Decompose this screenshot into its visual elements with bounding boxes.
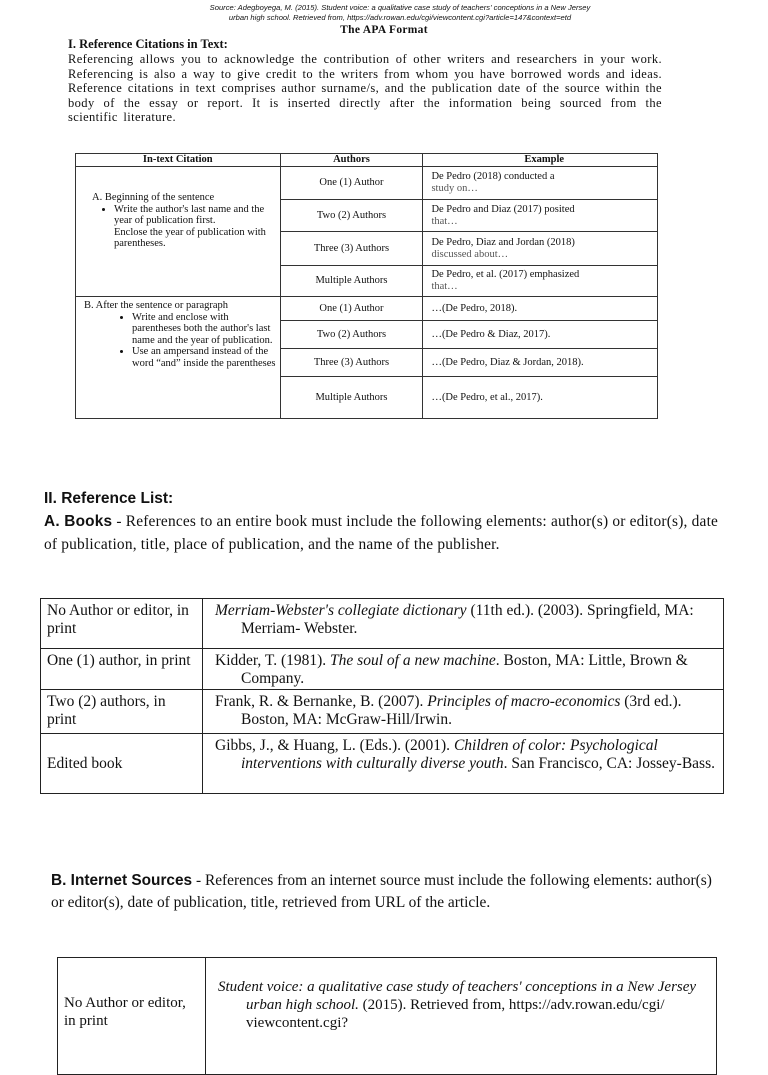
reference-authors: Gibbs, J., & Huang, L. (Eds.). (2001). bbox=[215, 737, 454, 754]
row-label: No Author or editor, in print bbox=[58, 958, 206, 1075]
reference-cell bbox=[203, 599, 724, 649]
group-b-bullet2: • Use an ampersand instead of the word “and” inside the parentheses bbox=[132, 346, 276, 369]
row-label: No Author or editor, in print bbox=[41, 599, 203, 649]
authors-cell: One (1) Author bbox=[280, 167, 423, 200]
reference-title: Student voice: a qualitative case study of teachers' conceptions in a New Jersey urban high school. bbox=[218, 979, 697, 1013]
authors-cell: One (1) Author bbox=[280, 297, 423, 321]
reference-title: The soul of a new machine bbox=[330, 652, 496, 669]
reference-cell bbox=[203, 734, 724, 794]
example-text: De Pedro (2018) conducted a bbox=[431, 171, 555, 183]
authors-cell: Two (2) Authors bbox=[280, 200, 423, 232]
books-paragraph bbox=[44, 511, 724, 556]
reference-cell bbox=[203, 690, 724, 734]
example-cell: …(De Pedro, et al., 2017). bbox=[423, 377, 658, 419]
authors-cell: Three (3) Authors bbox=[280, 232, 423, 266]
reference-details: (3rd ed.). Boston, MA: McGraw-Hill/Irwin. bbox=[241, 693, 682, 728]
group-a-bullet1-cont: Enclose the year of publication with parentheses. bbox=[114, 226, 266, 250]
example-text: De Pedro, et al. (2017) emphasized bbox=[431, 269, 580, 281]
table-row bbox=[76, 297, 658, 321]
example-text: De Pedro, Diaz and Jordan (2018) bbox=[431, 236, 575, 248]
reference-cell bbox=[206, 958, 717, 1075]
reference-title: Principles of macro-economics bbox=[427, 693, 621, 710]
group-b-cell bbox=[76, 297, 281, 419]
authors-cell: Multiple Authors bbox=[280, 377, 423, 419]
example-cell: …(De Pedro & Diaz, 2017). bbox=[423, 321, 658, 349]
example-cell: …(De Pedro, 2018). bbox=[423, 297, 658, 321]
reference-details: . San Francisco, CA: Jossey-Bass. bbox=[503, 754, 715, 772]
section2-heading: II. Reference List: bbox=[44, 490, 174, 507]
citation-table-header bbox=[76, 154, 658, 167]
source-note-line1: Source: Adegboyega, M. (2015). Student voice: a qualitative case study of teachers' conceptions in a New Jersey bbox=[209, 3, 591, 12]
internet-text: - References from an internet source must include the following elements: author(s) or editor(s), date of publication, title, retrieved from URL of the article. bbox=[51, 872, 712, 911]
example-text-cont: that… bbox=[431, 215, 458, 227]
table-row bbox=[41, 734, 724, 794]
citation-table bbox=[75, 153, 658, 419]
reference-details: (11th ed.). (2003). Springfield, MA: Merriam- Webster. bbox=[241, 602, 694, 637]
table-row bbox=[41, 599, 724, 649]
authors-cell: Three (3) Authors bbox=[280, 349, 423, 377]
source-note-line2: urban high school. Retrieved from, https://adv.rowan.edu/cgi/viewcontent.cgi?article=147&context=etd bbox=[228, 13, 572, 22]
internet-table bbox=[57, 957, 717, 1075]
books-label: A. Books bbox=[44, 513, 113, 530]
reference-authors: Frank, R. & Bernanke, B. (2007). bbox=[215, 693, 428, 710]
header-in-text-citation: In-text Citation bbox=[76, 154, 281, 167]
table-row bbox=[41, 649, 724, 690]
group-b-bullet1: • Write and enclose with parentheses both the author's last name and the year of publication. bbox=[132, 312, 276, 347]
header-authors: Authors bbox=[280, 154, 423, 167]
group-b-title: B. After the sentence or paragraph bbox=[84, 300, 229, 311]
example-cell bbox=[423, 232, 658, 266]
group-b-bullets bbox=[80, 312, 276, 370]
example-text: De Pedro and Diaz (2017) posited bbox=[431, 203, 575, 215]
reference-details: . Boston, MA: Little, Brown & Company. bbox=[241, 652, 688, 687]
example-cell bbox=[423, 167, 658, 200]
example-cell bbox=[423, 266, 658, 297]
table-row bbox=[41, 690, 724, 734]
example-cell: …(De Pedro, Diaz & Jordan, 2018). bbox=[423, 349, 658, 377]
group-a-title: A. Beginning of the sentence bbox=[92, 192, 215, 203]
section1-heading: I. Reference Citations in Text: bbox=[68, 37, 228, 51]
reference-cell bbox=[203, 649, 724, 690]
example-cell bbox=[423, 200, 658, 232]
example-text-cont: discussed about… bbox=[431, 248, 509, 260]
group-a-bullets bbox=[80, 204, 276, 250]
section1-paragraph: Referencing allows you to acknowledge the contribution of other writers and researchers in your work. Referencing is also a way to give credit to the writers from whom you have borrowed words and ideas. Reference citations in text comprises author surname/s, and the publication date of the source within the body of the essay or report. It is inserted directly after the information being sourced from the scientific literature. bbox=[68, 52, 662, 125]
reference-authors: Kidder, T. (1981). bbox=[215, 652, 331, 669]
books-text: - References to an entire book must include the following elements: author(s) or editor(s), date of publication, title, place of publication, and the name of the publisher. bbox=[44, 513, 719, 553]
group-a-cell bbox=[76, 167, 281, 297]
header-example: Example bbox=[423, 154, 658, 167]
reference-title: Merriam-Webster's collegiate dictionary bbox=[215, 602, 467, 619]
group-a-bullet1: • Write the author's last name and the year of publication first. bbox=[114, 204, 276, 227]
row-label: Edited book bbox=[41, 734, 203, 794]
example-text-cont: that… bbox=[431, 281, 458, 292]
reference-details: (2015). Retrieved from, https://adv.rowan.edu/cgi/ viewcontent.cgi? bbox=[246, 997, 665, 1031]
row-label: One (1) author, in print bbox=[41, 649, 203, 690]
example-text-cont: study on… bbox=[431, 183, 478, 194]
internet-paragraph bbox=[51, 870, 721, 913]
table-row bbox=[76, 167, 658, 200]
table-row bbox=[58, 958, 717, 1075]
source-note bbox=[130, 3, 670, 23]
books-table bbox=[40, 598, 724, 794]
internet-label: B. Internet Sources bbox=[51, 872, 193, 889]
authors-cell: Two (2) Authors bbox=[280, 321, 423, 349]
row-label: Two (2) authors, in print bbox=[41, 690, 203, 734]
reference-title: Children of color: Psychological interventions with culturally diverse youth bbox=[241, 737, 658, 772]
page-title: The APA Format bbox=[340, 24, 428, 36]
authors-cell: Multiple Authors bbox=[280, 266, 423, 297]
